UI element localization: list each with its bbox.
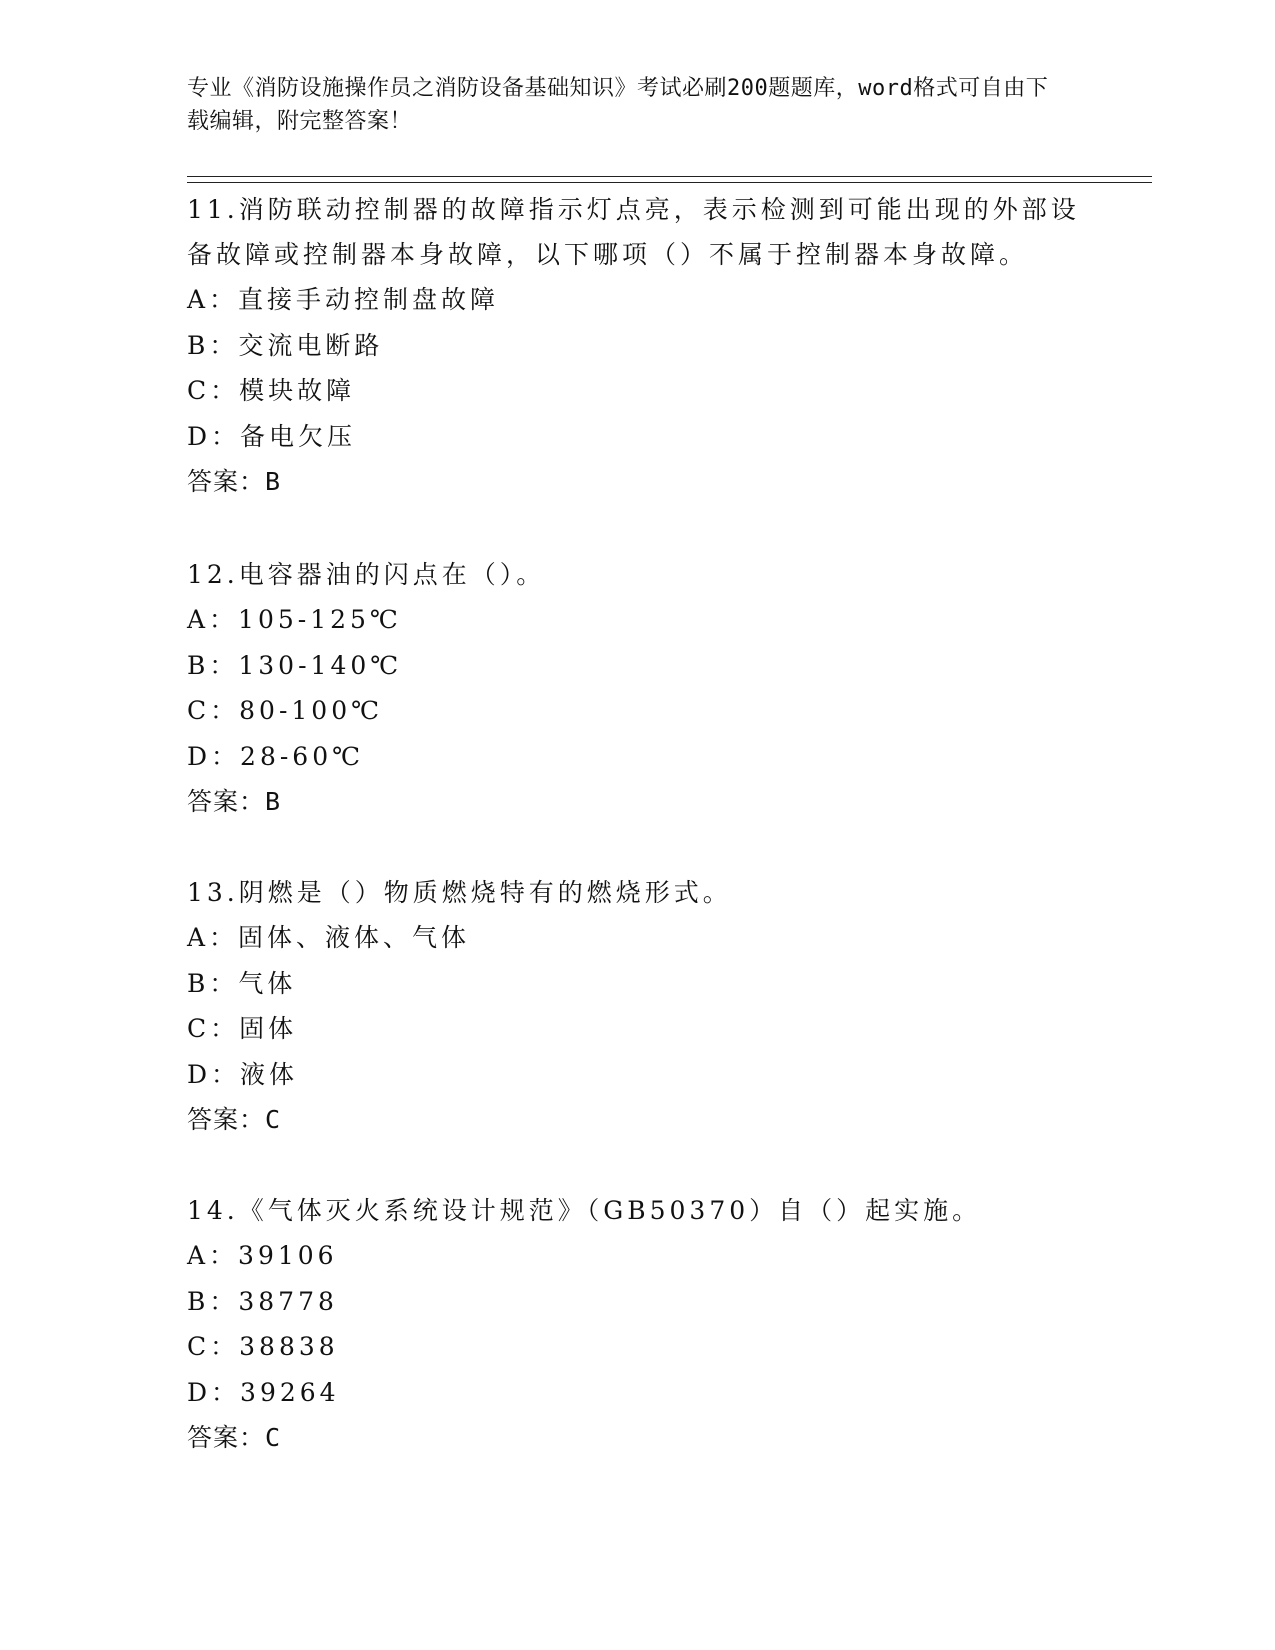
answer-value: B — [265, 467, 282, 496]
option-a: A：直接手动控制盘故障 — [187, 285, 500, 314]
header-divider-top — [187, 176, 1152, 177]
option-d: D：备电欠压 — [187, 421, 357, 451]
answer-value: B — [265, 787, 282, 816]
answer-line — [187, 779, 1087, 824]
question-stem: 12.电容器油的闪点在（）。 — [187, 560, 546, 589]
option-a: A：105-125℃ — [187, 605, 402, 634]
answer-line — [187, 1415, 1087, 1460]
answer-label: 答案： — [187, 1423, 266, 1452]
answer-label: 答案： — [187, 1105, 266, 1134]
option-d: D：28-60℃ — [187, 741, 365, 771]
option-c: C：38838 — [187, 1332, 339, 1361]
option-a: A：39106 — [187, 1241, 338, 1270]
option-c: C：模块故障 — [187, 376, 356, 405]
question-13 — [187, 870, 1087, 1142]
option-c: C：固体 — [187, 1014, 298, 1043]
header-divider-bottom — [187, 182, 1152, 183]
option-d: D：液体 — [187, 1059, 299, 1089]
option-b: B：气体 — [187, 968, 297, 998]
question-stem: 11.消防联动控制器的故障指示灯点亮，表示检测到可能出现的外部设备故障或控制器本身故障，以下哪项（）不属于控制器本身故障。 — [187, 195, 1080, 269]
answer-line — [187, 1097, 1087, 1142]
document-header: 专业《消防设施操作员之消防设备基础知识》考试必刷200题题库，word格式可自由下载编辑，附完整答案！ — [187, 76, 1049, 134]
answer-value: C — [265, 1105, 282, 1134]
question-11 — [187, 187, 1087, 504]
option-b: B：38778 — [187, 1286, 338, 1316]
question-14 — [187, 1188, 1087, 1460]
option-a: A：固体、液体、气体 — [187, 923, 471, 952]
option-d: D：39264 — [187, 1377, 340, 1407]
option-b: B：交流电断路 — [187, 330, 384, 360]
question-12 — [187, 552, 1087, 824]
option-b: B：130-140℃ — [187, 650, 403, 680]
answer-label: 答案： — [187, 787, 266, 816]
answer-line — [187, 459, 1087, 504]
question-stem: 14.《气体灭火系统设计规范》（GB50370）自（）起实施。 — [187, 1196, 982, 1225]
option-c: C：80-100℃ — [187, 696, 384, 725]
question-stem: 13.阴燃是（）物质燃烧特有的燃烧形式。 — [187, 878, 732, 907]
answer-value: C — [265, 1423, 282, 1452]
answer-label: 答案： — [187, 467, 266, 496]
